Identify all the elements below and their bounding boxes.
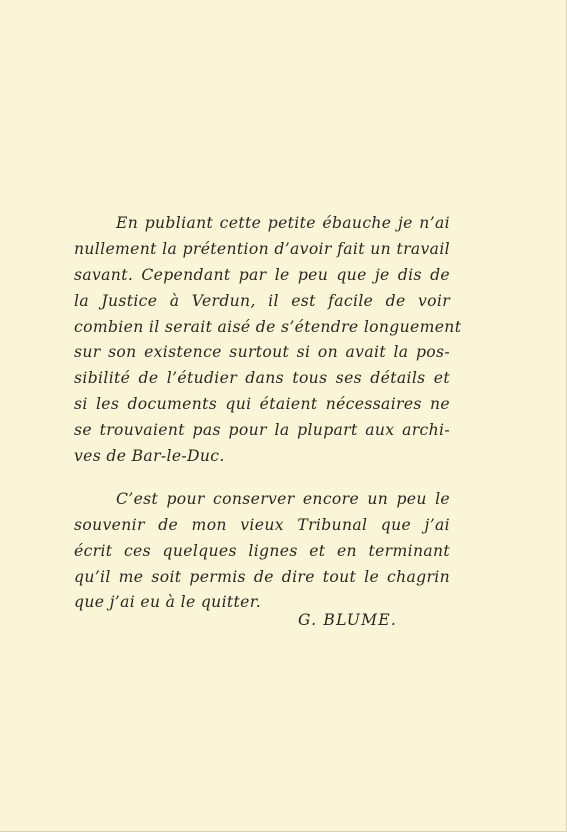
paragraph-gap (74, 470, 450, 487)
text-line: la Justice à Verdun, il est facile de voir (74, 291, 450, 310)
text-line: nullement la prétention d’avoir fait un travail (74, 239, 450, 258)
paragraph-1 (74, 211, 462, 470)
text-line: C’est pour conserver encore un peu le (116, 489, 450, 508)
text-line: sur son existence surtout si on avait la pos- (74, 343, 450, 362)
text-line: ves de Bar-le-Duc. (74, 447, 225, 466)
paragraph-2 (74, 487, 450, 616)
text-line: que j’ai eu à le quitter. (74, 593, 262, 612)
text-line: écrit ces quelques lignes et en terminant (74, 541, 450, 560)
signature: G. BLUME. (298, 611, 398, 629)
text-line: qu’il me soit permis de dire tout le chagrin (74, 567, 450, 586)
text-line: si les documents qui étaient nécessaires ne (74, 395, 450, 414)
text-line: savant. Cependant par le peu que je dis de (74, 265, 450, 284)
text-line: sibilité de l’étudier dans tous ses détails et (74, 369, 450, 388)
text-line: souvenir de mon vieux Tribunal que j’ai (74, 515, 450, 534)
text-line: combien il serait aisé de s’étendre longuement (74, 317, 462, 336)
text-line: En publiant cette petite ébauche je n’ai (116, 214, 450, 232)
text-line: se trouvaient pas pour la plupart aux archi- (74, 421, 450, 440)
body-text (74, 211, 462, 616)
